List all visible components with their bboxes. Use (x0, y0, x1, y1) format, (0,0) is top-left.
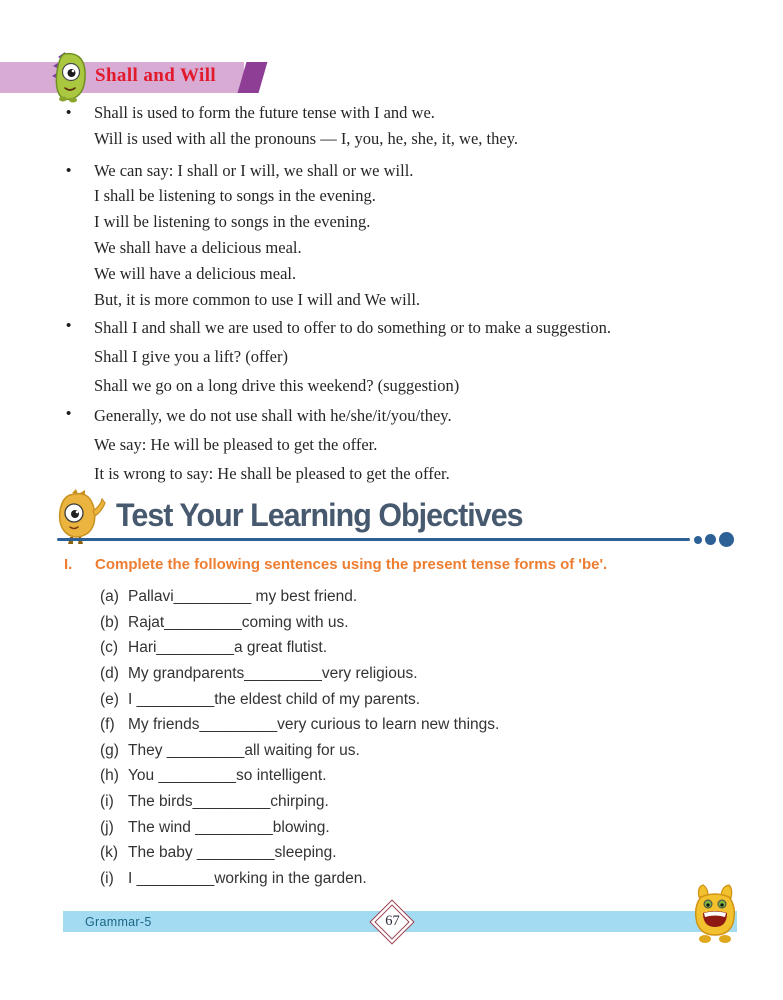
rule-dot-icon (694, 536, 702, 544)
note-line: Shall I and shall we are used to offer to do something or to make a suggestion. (94, 318, 612, 338)
exercise-numeral: I. (64, 556, 73, 573)
bullet-icon: • (66, 161, 72, 179)
note-line: We shall have a delicious meal. (94, 237, 302, 257)
exercise-item (100, 738, 499, 764)
note-line: But, it is more common to use I will and We will. (94, 289, 421, 309)
bullet-icon: • (66, 405, 72, 423)
exercise-item (100, 610, 499, 636)
note-bullet-group (0, 100, 745, 152)
exercise-item (100, 712, 499, 738)
item-label: (e) (100, 690, 119, 708)
item-text: Pallavi_________ my best friend. (128, 588, 358, 605)
note-line: Shall is used to form the future tense with I and we. (94, 103, 435, 122)
exercise-item (100, 840, 499, 866)
note-bullet-group (0, 401, 745, 488)
item-text: You _________so intelligent. (128, 767, 327, 785)
exercise-item (100, 661, 499, 687)
item-text: The baby _________sleeping. (128, 844, 337, 862)
item-text: I _________the eldest child of my parents. (128, 690, 421, 708)
item-label: (f) (100, 716, 115, 734)
bullet-icon: • (66, 104, 72, 121)
note-line: Shall I give you a lift? (offer) (94, 347, 288, 367)
note-line: I will be listening to songs in the evening. (94, 212, 371, 232)
exercise-item-list (100, 584, 499, 892)
exercise-item (100, 866, 499, 892)
note-line: It is wrong to say: He shall be pleased to get the offer. (94, 464, 450, 484)
note-bullet-group (0, 158, 745, 313)
book-title: Grammar-5 (85, 915, 152, 929)
exercise-item (100, 584, 499, 610)
exercise-instruction (64, 556, 607, 573)
note-line: Shall we go on a long drive this weekend? (suggestion) (94, 376, 460, 396)
note-line: We say: He will be pleased to get the offer. (94, 435, 378, 455)
corner-monster-icon (691, 883, 739, 947)
item-label: (i) (100, 793, 114, 811)
item-text: Hari_________a great flutist. (128, 639, 328, 657)
item-label: (c) (100, 639, 119, 657)
exercise-instruction-text: Complete the following sentences using the present tense forms of 'be'. (95, 556, 608, 573)
item-text: I _________working in the garden. (128, 870, 367, 888)
item-label: (b) (100, 613, 119, 631)
note-bullet-group (0, 313, 745, 400)
item-text: The birds_________chirping. (128, 793, 329, 811)
page-number: 67 (385, 913, 400, 929)
note-line: We will have a delicious meal. (94, 263, 297, 283)
rule-dot-icon (705, 534, 716, 545)
item-text: My grandparents_________very religious. (128, 664, 418, 682)
rule-dot-icon (719, 532, 734, 547)
exercise-item (100, 763, 499, 789)
section-underline (57, 538, 690, 541)
item-text: Rajat_________coming with us. (128, 613, 349, 631)
item-label: (h) (100, 767, 119, 785)
item-text: They _________all waiting for us. (128, 741, 360, 759)
item-text: The wind _________blowing. (128, 818, 330, 836)
item-text: My friends_________very curious to learn new things. (128, 716, 500, 734)
bullet-icon: • (66, 317, 72, 335)
exercise-item (100, 815, 499, 841)
item-label: (a) (100, 588, 119, 605)
item-label: (i) (100, 870, 114, 888)
exercise-item (100, 789, 499, 815)
item-label: (k) (100, 844, 119, 862)
green-monster-icon (49, 50, 88, 103)
item-label: (d) (100, 664, 119, 682)
grammar-notes (0, 100, 745, 489)
note-line: We can say: I shall or I will, we shall or we will. (94, 160, 414, 180)
section-title: Test Your Learning Objectives (116, 497, 523, 533)
exercise-item (100, 635, 499, 661)
note-line: Generally, we do not use shall with he/she/it/you/they. (94, 406, 452, 426)
note-line: Will is used with all the pronouns — I, you, he, she, it, we, they. (94, 128, 518, 148)
exercise-item (100, 687, 499, 713)
item-label: (g) (100, 741, 119, 759)
note-line: I shall be listening to songs in the evening. (94, 186, 376, 206)
item-label: (j) (100, 818, 114, 836)
chapter-title: Shall and Will (95, 65, 217, 86)
